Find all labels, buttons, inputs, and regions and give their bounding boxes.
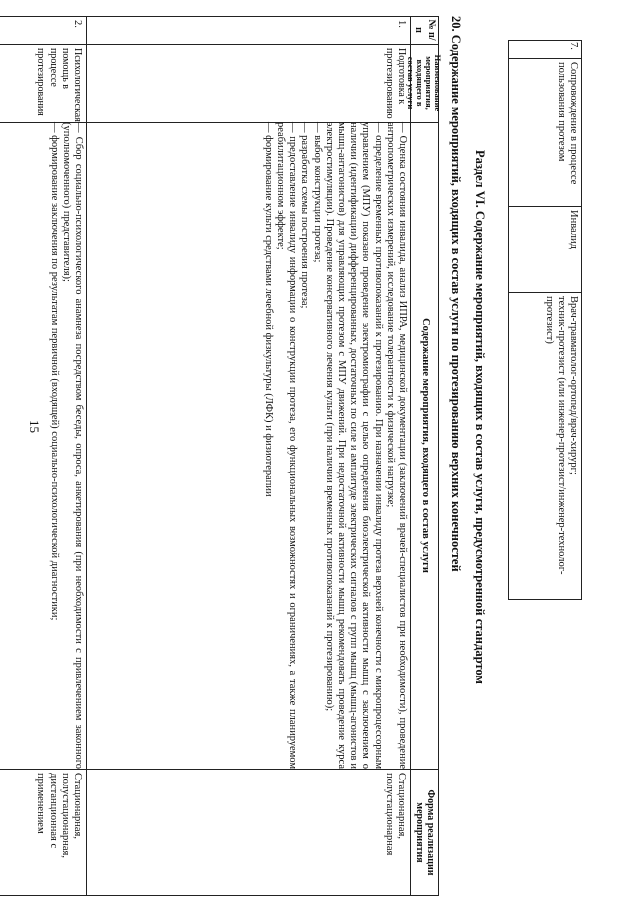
header-num: № п/п [413,19,437,41]
top-row-name: Сопровождение в процессе пользования протезом [555,62,579,185]
header-form: Форма реализации мероприятия [414,789,436,876]
top-row-specialists [541,292,580,600]
row1-form: Стационарная, полустационарная [383,773,407,856]
list-item: — предоставление инвалиду информации о конструкции протеза, его функциональных возможностях и ограничениях, а также планируемом реабилитационном эффекте; [274,122,299,769]
row2-number: 2. [72,20,83,28]
list-item: — разработка схемы построения протеза; [299,122,311,309]
top-row-recipient: Инвалид [568,210,579,249]
header-name: Наименование мероприятия, входящего в состав услуги [406,54,444,112]
row2-form: Стационарная, полустационарная, дистанционная с применением [35,773,83,859]
row1-name: Подготовка к протезированию [383,48,407,119]
list-item: — Оценка состояния инвалида, анализ ИПРА, медицинской документации (заключений врачей-специалистов при необходимости), проведение антропометрических измерений, исследование толерантности к физической нагрузке; [384,122,408,769]
list-item: — Сбор социально-психологического анамнеза посредством беседы, опроса, анкетирования (при необходимости с привлечением законного (уполномоченного) представителя); [60,122,84,769]
specialist-line: техник-протезист (или инженер-протезист/инженер-технолог-протезист) [543,296,567,575]
row2-name: Психологическая помощь в процессе протезирования [35,48,83,122]
top-row-number: 7. [568,42,579,50]
section-title: Раздел VI. Содержание мероприятий, входящих в состав услуги, предусмотренной стандартом [473,150,487,684]
header-content: Содержание мероприятия, входящего в состав услуги [419,318,431,573]
list-item: — выбор конструкции протеза; [311,122,323,263]
row1-content-list [88,122,408,769]
page-number: 15 [27,420,42,433]
list-item: — определение временных противопоказаний к протезированию. При назначении инвалиду протеза верхней конечности с микропроцессорным управлением (МПУ) показано проведение электромиографии с целью определения биоэлектрической активности мышц с заключением о наличии (идентификации) дифференцированных, достаточных по силе и амплитуде электрических сигналов с групп мышц (мышц-агонистов и мышц-антагонистов) для управляющих протезом с МПУ движений. При недостаточной активности мышц рекомендовать проведение курса электростимуляции). Проведение консервативного лечения культи (при наличии временных противопоказаний к протезированию); [323,122,384,769]
row1-number: 1. [396,20,407,28]
specialist-line: Врач-травматолог-ортопед/врач-хирург; [568,296,579,475]
row2-content-list [0,122,84,769]
list-item: — формирование заключения по результатам первичной (входящей) социально-психологической диагностики; [48,122,60,621]
subsection-title: 20. Содержание мероприятий, входящих в состав услуги по протезированию верхних конечностей [449,16,463,572]
list-item: — формирование культи средствами лечебной физкультуры (ЛФК) и физиотерапии [262,122,274,497]
